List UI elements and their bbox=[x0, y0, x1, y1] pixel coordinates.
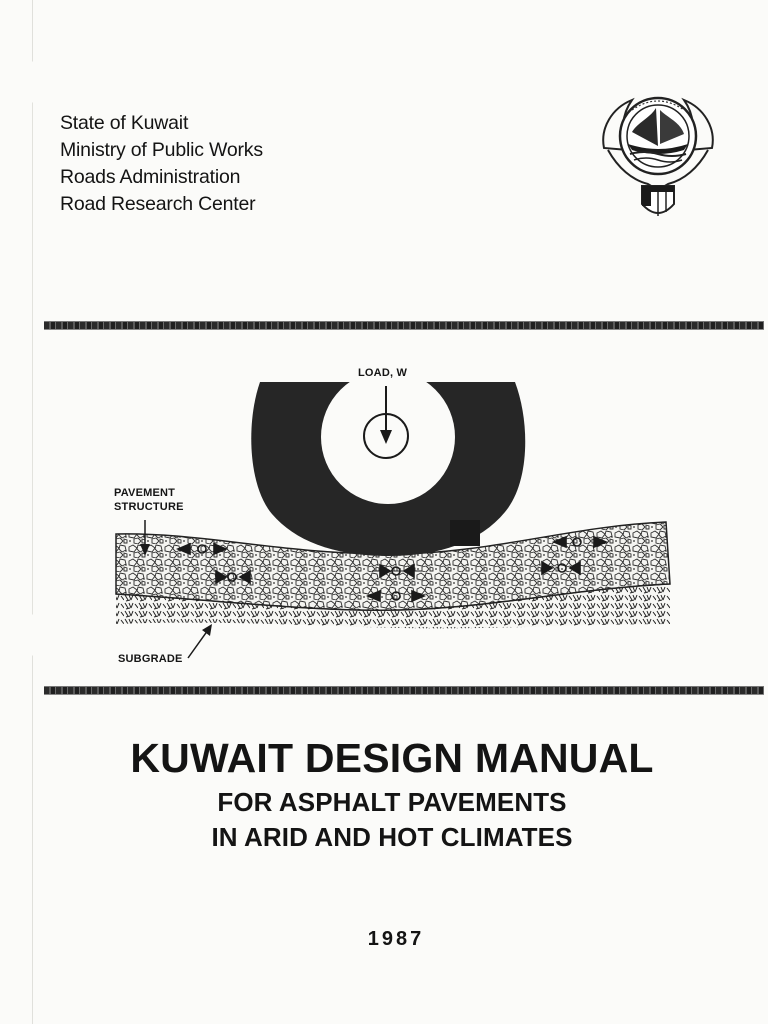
issuing-authority bbox=[60, 110, 263, 218]
header-line-ministry: Ministry of Public Works bbox=[60, 139, 263, 161]
manual-subtitle-line1: FOR ASPHALT PAVEMENTS bbox=[217, 787, 567, 817]
pavement-structure-label bbox=[114, 486, 184, 514]
publication-year: 1987 bbox=[367, 928, 425, 950]
header-line-administration: Roads Administration bbox=[60, 166, 241, 188]
header-line-state: State of Kuwait bbox=[60, 112, 189, 134]
manual-title: KUWAIT DESIGN MANUAL bbox=[130, 735, 654, 781]
binding-edge bbox=[32, 0, 33, 1024]
kuwait-state-emblem-icon bbox=[598, 88, 718, 226]
subgrade-label: SUBGRADE bbox=[118, 653, 183, 665]
pavement-load-diagram bbox=[110, 362, 680, 672]
header-line-center: Road Research Center bbox=[60, 193, 256, 215]
top-divider-rule bbox=[44, 321, 764, 330]
manual-subtitle-line2: IN ARID AND HOT CLIMATES bbox=[211, 822, 573, 852]
bottom-divider-rule bbox=[44, 686, 764, 695]
pavement-diagram-graphic bbox=[110, 362, 680, 672]
pavement-label-line2: STRUCTURE bbox=[114, 501, 184, 513]
pavement-label-line1: PAVEMENT bbox=[114, 487, 176, 499]
load-label: LOAD, W bbox=[358, 367, 408, 379]
